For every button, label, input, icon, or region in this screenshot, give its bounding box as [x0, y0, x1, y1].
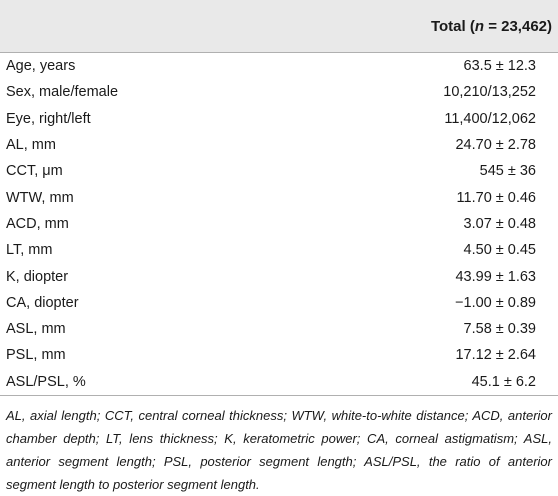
row-label: LT, mm: [6, 242, 53, 259]
table-header: [0, 0, 558, 53]
table-row: [0, 132, 558, 158]
row-value: 7.58 ± 0.39: [463, 321, 536, 338]
row-value: 10,210/13,252: [443, 84, 536, 101]
table-row: [0, 211, 558, 237]
row-value: 63.5 ± 12.3: [463, 58, 536, 75]
header-cell-total: Total (n = 23,462): [370, 0, 558, 53]
row-label: WTW, mm: [6, 189, 74, 206]
row-label: Eye, right/left: [6, 110, 91, 127]
row-value: −1.00 ± 0.89: [455, 294, 536, 311]
row-label: ACD, mm: [6, 215, 69, 232]
table-row: [0, 158, 558, 184]
row-label: AL, mm: [6, 137, 56, 154]
table-row: [0, 369, 558, 396]
row-value: 11.70 ± 0.46: [456, 189, 536, 206]
row-value: 43.99 ± 1.63: [455, 268, 536, 285]
table-row: [0, 290, 558, 316]
row-value: 4.50 ± 0.45: [463, 242, 536, 259]
row-value: 545 ± 36: [479, 163, 536, 180]
table-row: [0, 316, 558, 342]
row-value: 17.12 ± 2.64: [455, 347, 536, 364]
row-label: CA, diopter: [6, 294, 79, 311]
table-row: [0, 342, 558, 368]
table-body: [0, 53, 558, 396]
row-label: PSL, mm: [6, 347, 66, 364]
row-value: 11,400/12,062: [444, 110, 536, 127]
header-row: [0, 0, 558, 53]
table-row: [0, 79, 558, 105]
table-row: [0, 263, 558, 289]
row-label: Sex, male/female: [6, 84, 119, 101]
row-label: Age, years: [6, 58, 76, 75]
table-row: [0, 53, 558, 80]
table-row: [0, 106, 558, 132]
table-row: [0, 237, 558, 263]
header-cell-variable: [0, 0, 370, 53]
table-footnote: AL, axial length; CCT, central corneal thickness; WTW, white-to-white distance; ACD, anterior chamber depth; LT, lens thickness; K, keratometric power; CA, corneal astigmatism; ASL, anterior segment length; PSL, posterior segment length; ASL/PSL, the ratio of anterior segment length to posterior segment length.: [6, 407, 552, 492]
row-label: CCT, μm: [6, 163, 63, 180]
row-label: ASL, mm: [6, 321, 66, 338]
row-value: 45.1 ± 6.2: [370, 369, 558, 396]
row-label: ASL/PSL, %: [0, 369, 370, 396]
row-value: 3.07 ± 0.48: [463, 215, 536, 232]
row-label: K, diopter: [6, 268, 69, 285]
row-value: 24.70 ± 2.78: [455, 137, 536, 154]
table-row: [0, 184, 558, 210]
